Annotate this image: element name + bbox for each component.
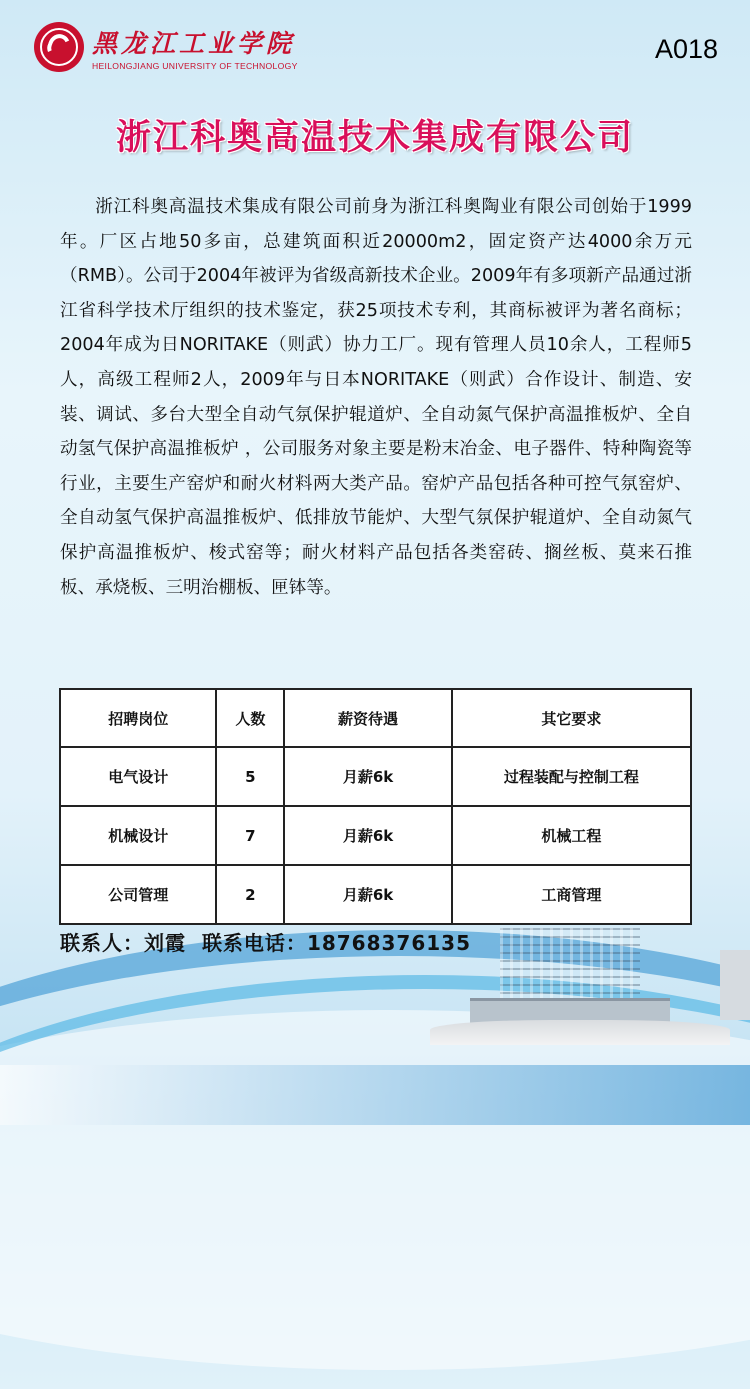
school-logo <box>34 22 298 72</box>
cell-position: 公司管理 <box>60 865 216 924</box>
header-salary: 薪资待遇 <box>284 689 451 747</box>
poster-code: A018 <box>654 34 718 64</box>
school-name-cn: 黑龙江工业学院 <box>92 28 296 58</box>
background-footer-band <box>0 1065 750 1125</box>
cell-count: 7 <box>216 806 284 865</box>
table-row <box>60 747 691 806</box>
cell-count: 5 <box>216 747 284 806</box>
contact-person: 刘霞 <box>144 931 186 955</box>
contact-phone: 18768376135 <box>306 931 472 955</box>
header-requirements: 其它要求 <box>452 689 691 747</box>
header-count: 人数 <box>216 689 284 747</box>
header-position: 招聘岗位 <box>60 689 216 747</box>
school-name-en: HEILONGJIANG UNIVERSITY OF TECHNOLOGY <box>92 60 298 71</box>
cell-salary: 月薪6k <box>284 747 451 806</box>
table-row <box>60 865 691 924</box>
cell-requirements: 工商管理 <box>452 865 691 924</box>
school-seal-icon <box>34 22 84 72</box>
cell-position: 电气设计 <box>60 747 216 806</box>
cell-salary: 月薪6k <box>284 865 451 924</box>
contact-info <box>60 927 471 956</box>
table-header-row <box>60 689 691 747</box>
cell-position: 机械设计 <box>60 806 216 865</box>
cell-requirements: 机械工程 <box>452 806 691 865</box>
plaza <box>430 1020 730 1045</box>
side-building <box>720 950 750 1020</box>
company-title: 浙江科奥高温技术集成有限公司 <box>115 118 634 158</box>
company-description: 浙江科奥高温技术集成有限公司前身为浙江科奥陶业有限公司创始于1999年。厂区占地50多亩，总建筑面积近20000m2，固定资产达4000余万元（RMB）。公司于2004年被评为省级高新技术企业。2009年有多项新产品通过浙江省科学技术厅组织的技术鉴定，获25项技术专利，其商标被评为著名商标；2004年成为日NORITAKE（则武）协力工厂。现有管理人员10余人，工程师5人，高级工程师2人，2009年与日本NORITAKE（则武）合作设计、制造、安装、调试、多台大型全自动气氛保护辊道炉、全自动氮气保护高温推板炉、全自动氢气保护高温推板炉 ，公司服务对象主要是粉末冶金、电子器件、特种陶瓷等行业，主要生产窑炉和耐火材料两大类产品。窑炉产品包括各种可控气氛窑炉、全自动氢气保护高温推板炉、低排放节能炉、大型气氛保护辊道炉、全自动氮气保护高温推板炉、梭式窑等；耐火材料产品包括各类窑砖、搁丝板、莫来石推板、承烧板、三明治棚板、匣钵等。 <box>60 197 692 598</box>
recruitment-table <box>59 688 692 925</box>
table-row <box>60 806 691 865</box>
contact-phone-label: 联系电话： <box>201 931 307 955</box>
cell-requirements: 过程装配与控制工程 <box>452 747 691 806</box>
contact-person-label: 联系人： <box>60 931 144 955</box>
cell-salary: 月薪6k <box>284 806 451 865</box>
cell-count: 2 <box>216 865 284 924</box>
